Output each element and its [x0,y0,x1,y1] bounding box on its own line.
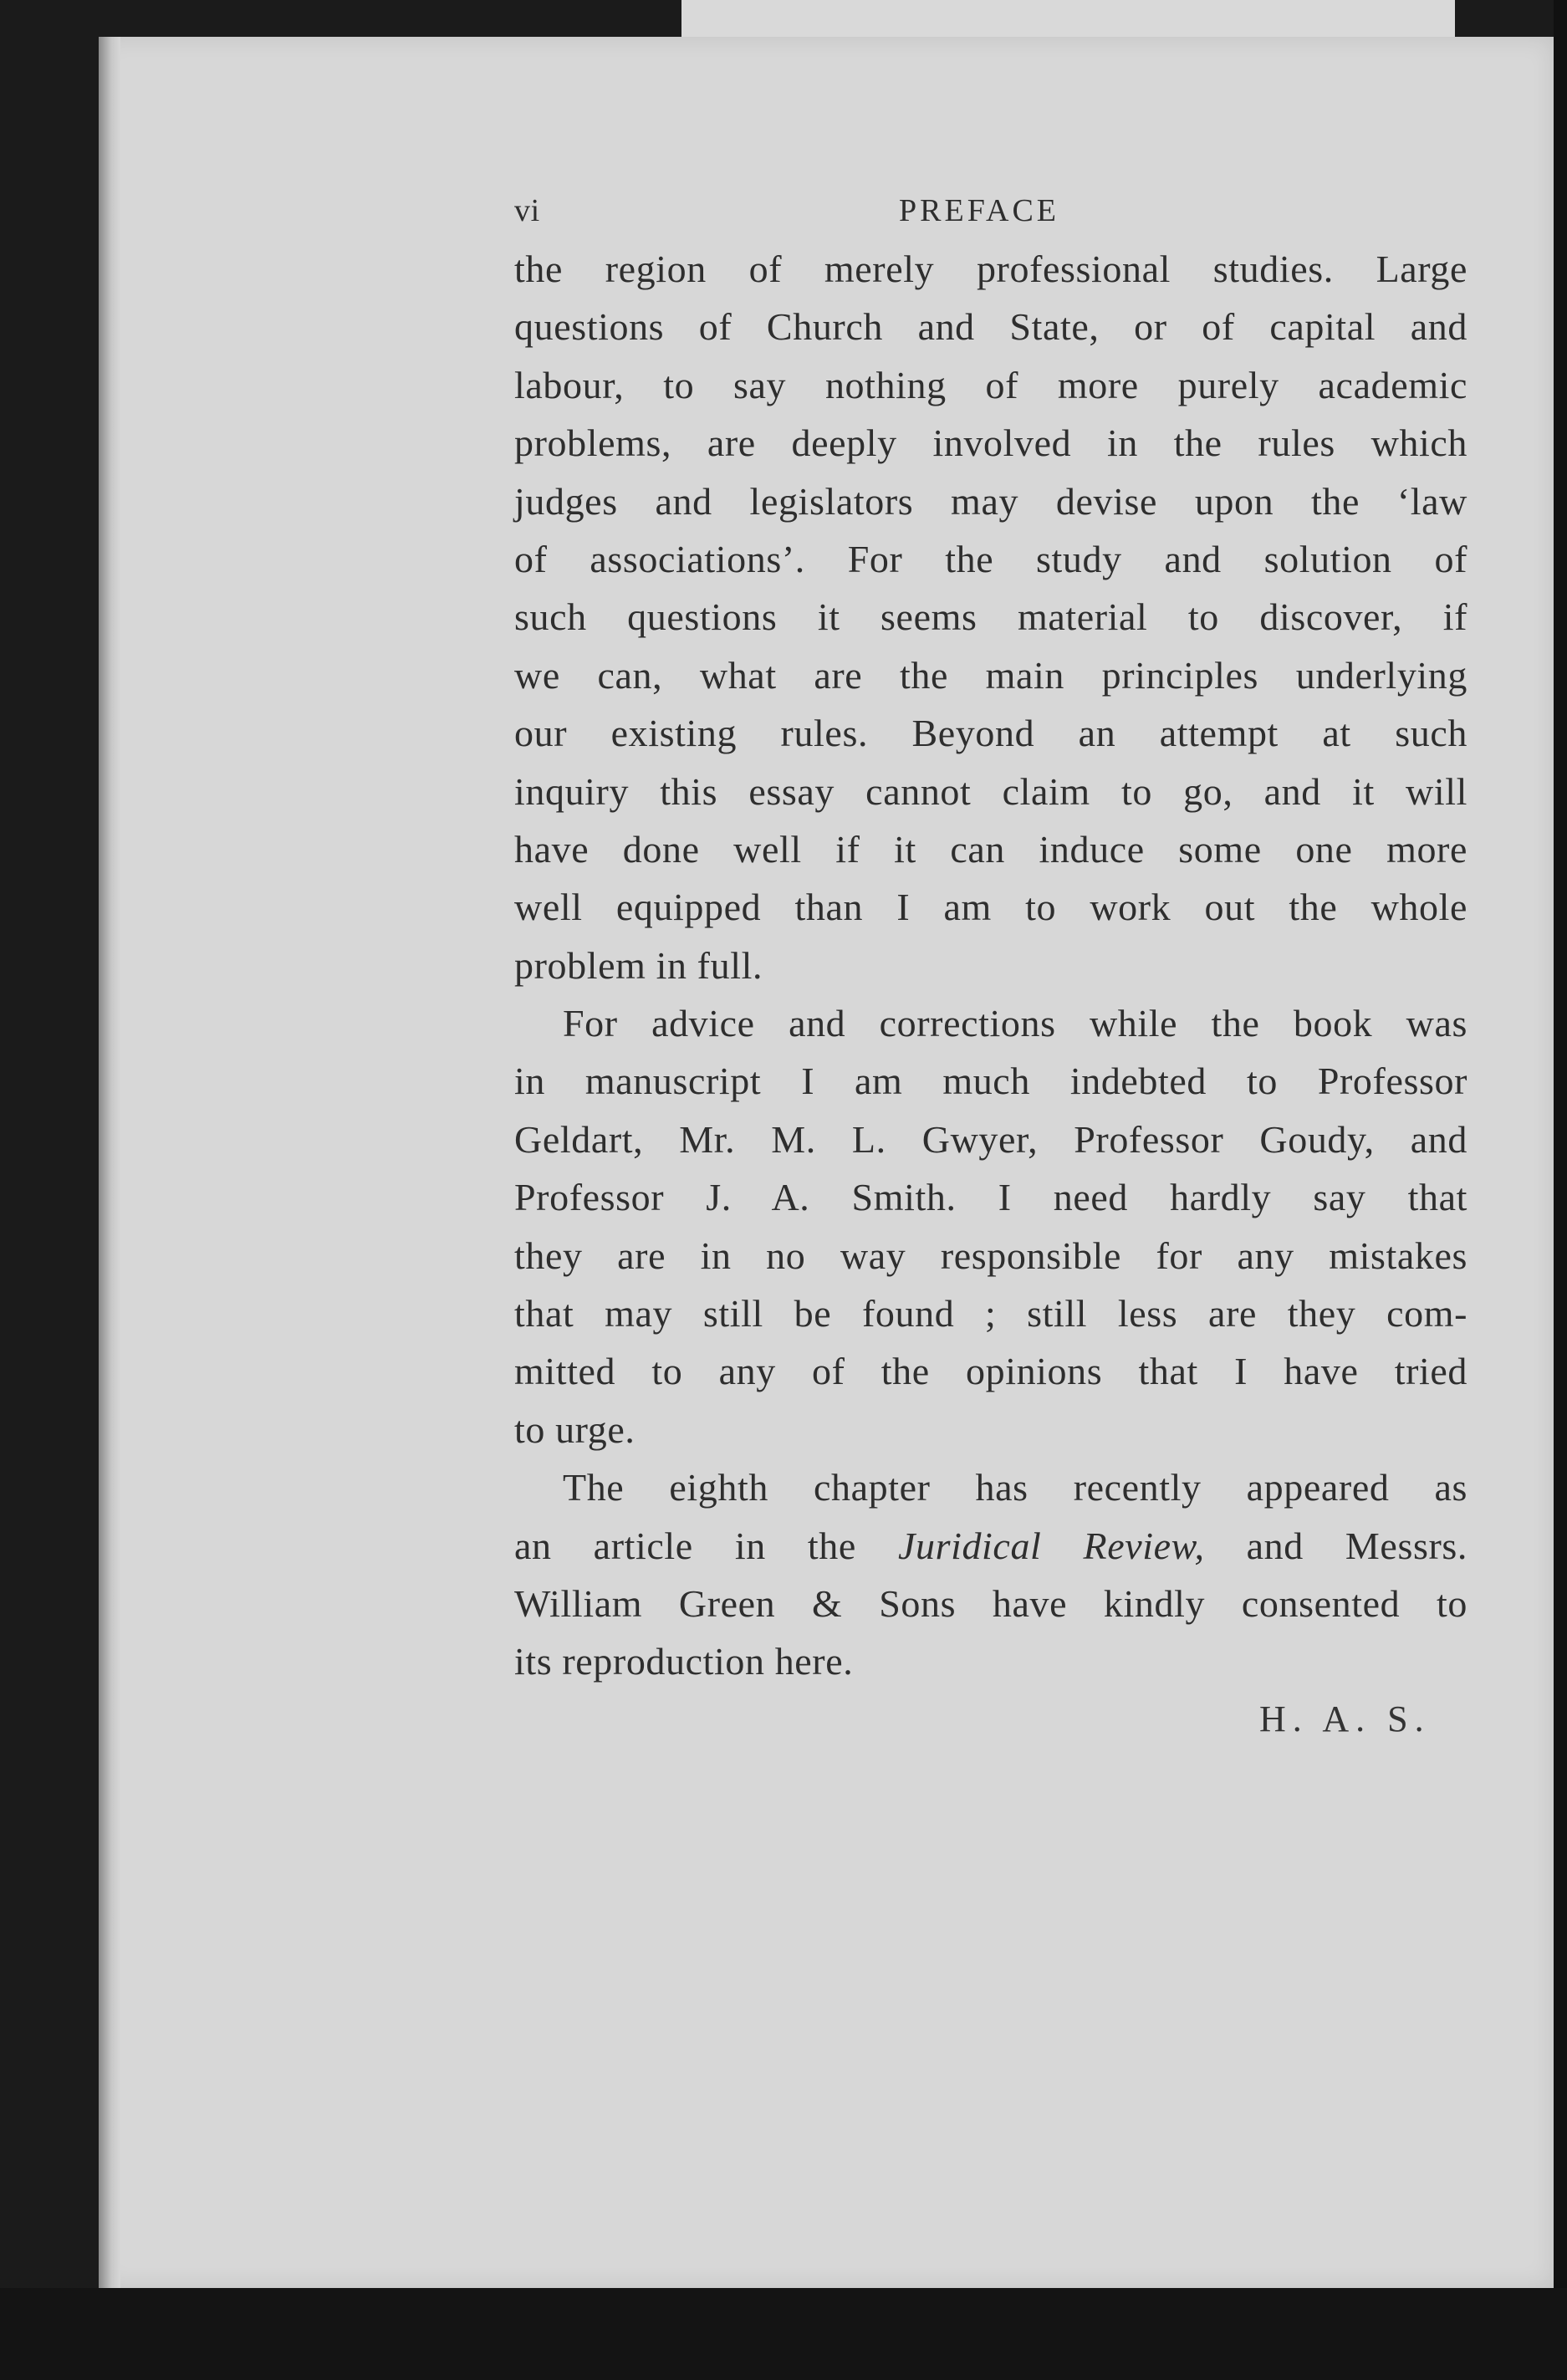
text-line: its reproduction here. [514,1640,854,1683]
text-fragment: an article in the [514,1524,898,1567]
paragraph-2 [514,994,1467,1458]
page-number: vi [514,193,540,228]
page-header [514,182,1467,240]
text-line: problems, are deeply involved in the rules which [514,421,1467,465]
text-line: the region of merely professional studies. Large [514,248,1467,290]
text-line: Geldart, Mr. M. L. Gwyer, Professor Goudy, and [514,1117,1467,1161]
text-line: that may still be found ; still less are they com- [514,1292,1467,1336]
page-text [514,182,1467,1691]
text-line [514,1517,1467,1575]
paragraph-1 [514,240,1467,994]
text-line: labour, to say nothing of more purely academic [514,363,1467,406]
author-initials: H. A. S. [1259,1698,1431,1739]
scan-border-right [1554,0,1567,2380]
text-line: problem in full. [514,943,763,987]
text-line: they are in no way responsible for any mistakes [514,1233,1467,1277]
paragraph-3 [514,1458,1467,1691]
text-line: questions of Church and State, or of capital and [514,305,1467,349]
scan-border-bottom [0,2288,1567,2380]
text-line: to urge. [514,1407,635,1451]
text-fragment: and Messrs. [1204,1524,1467,1567]
text-line: we can, what are the main principles underlying [514,653,1467,697]
text-line: judges and legislators may devise upon the ‘law [514,479,1467,523]
text-line: well equipped than I am to work out the whole [514,886,1467,929]
text-line: The eighth chapter has recently appeared as [563,1466,1467,1509]
text-line: inquiry this essay cannot claim to go, and it will [514,769,1467,813]
text-line: Professor J. A. Smith. I need hardly say that [514,1176,1467,1219]
text-line: For advice and corrections while the book was [563,1002,1467,1045]
text-line: mitted to any of the opinions that I have tried [514,1350,1467,1393]
adjacent-page-strip [681,0,1455,42]
text-line: have done well if it can induce some one more [514,827,1467,871]
text-line: of associations’. For the study and solution of [514,537,1467,580]
text-line: our existing rules. Beyond an attempt at such [514,712,1467,755]
text-line: such questions it seems material to discover, if [514,595,1467,639]
text-line: William Green & Sons have kindly consented to [514,1581,1467,1625]
running-head: PREFACE [899,193,1060,228]
page-binding-edge [99,37,120,2288]
journal-title: Juridical Review, [897,1524,1205,1567]
text-line: in manuscript I am much indebted to Professor [514,1060,1467,1103]
